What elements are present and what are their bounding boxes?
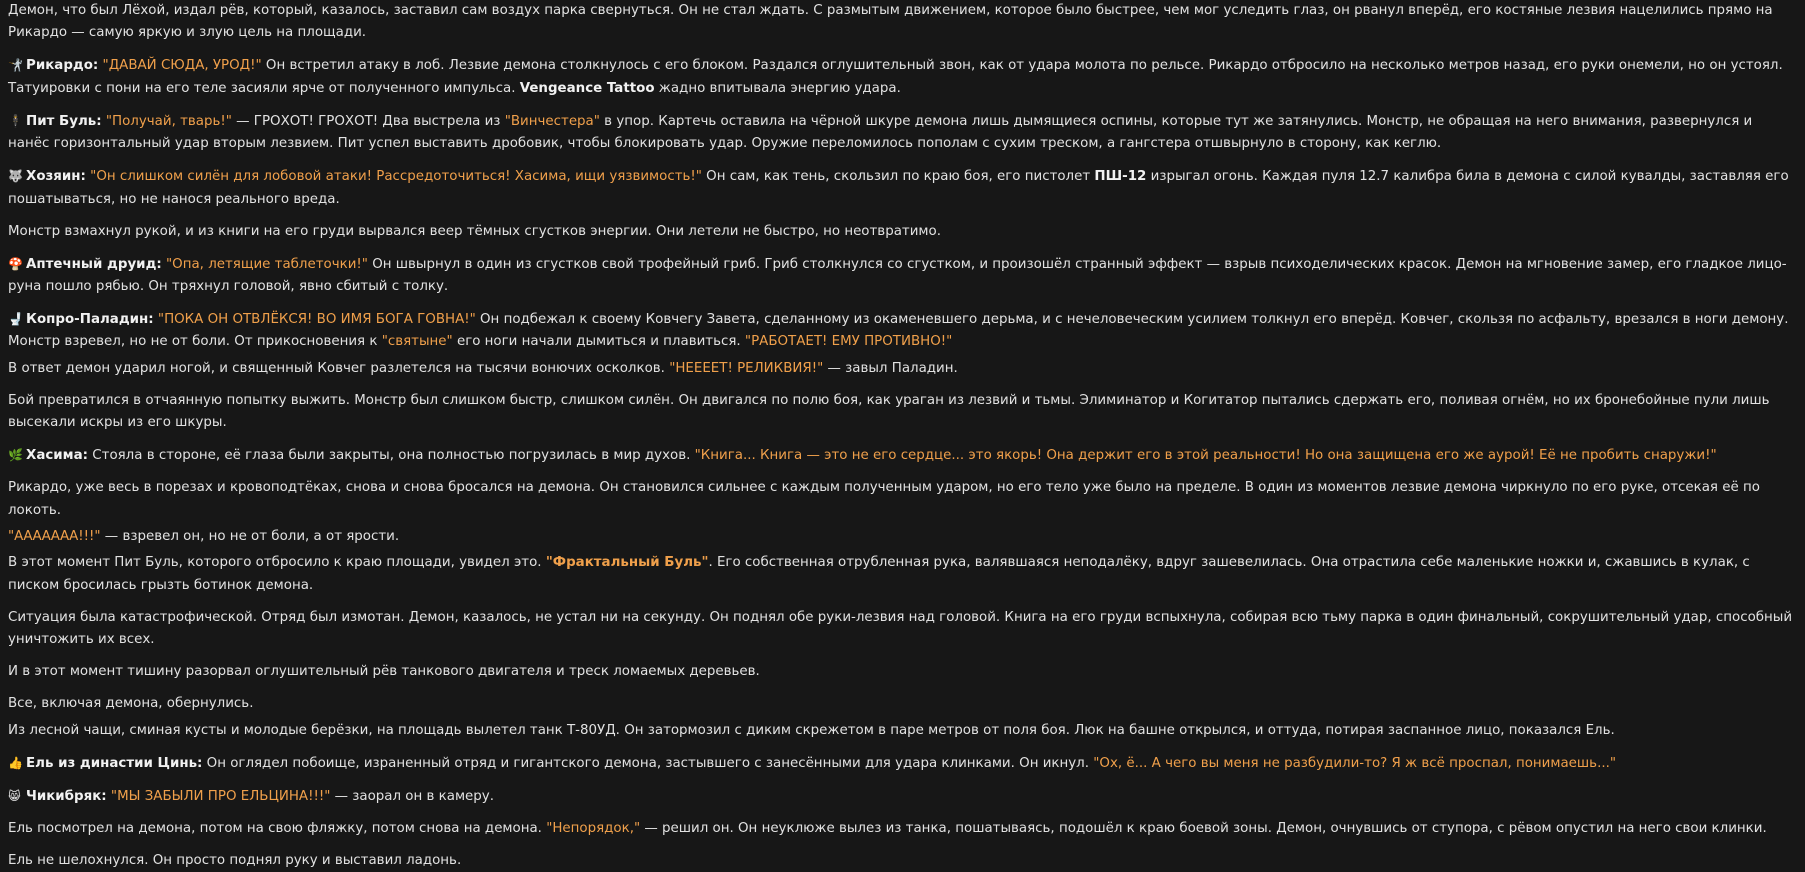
quote: "Винчестера" [504, 113, 600, 129]
bold-term: Vengeance Tattoo [519, 80, 655, 96]
bold-term: ПШ-12 [1094, 169, 1147, 185]
quote: "Опа, летящие таблеточки!" [166, 256, 368, 272]
quote: "Получай, тварь!" [105, 113, 232, 129]
speaker-name: Ель из династии Цинь: [26, 755, 203, 771]
wolf-icon: 🐺 [8, 169, 23, 184]
paragraph: Рикардо, уже весь в порезах и кровоподтёках, снова и снова бросался на демона. Он становился сильнее с каждым полученным ударом, но его тело уже было на пределе. В один из моментов лезвие демона чиркнуло по его руке, отсекая её по локоть. [8, 480, 1760, 518]
paragraph-pit-bull: 🕴 Пит Буль: "Получай, тварь!" — ГРОХОТ! ГРОХОТ! Два выстрела из "Винчестера" в упор. Картечь оставила на чёрной шкуре демона лишь дымящиеся оспины, которые тут же затянулись. Монстр, не обращая на него внимания, развернулся и нанёс горизонтальный удар вторым лезвием. Пит успел выставить дробовик, чтобы блокировать удар. Оружие переломилось пополам с сухим треском, а гангстера отшвырнуло в сторону, как кеглю. [8, 110, 1797, 156]
speaker-name: Рикардо: [26, 58, 99, 74]
paragraph: Все, включая демона, обернулись. [8, 696, 254, 712]
quote: "НЕЕЕЕТ! РЕЛИКВИЯ!" [669, 360, 824, 376]
suited-man-icon: 🕴 [8, 113, 23, 128]
herb-icon: 🌿 [8, 448, 23, 463]
quote: "Ох, ё... А чего вы меня не разбудили-то? Я ж всё проспал, понимаешь..." [1093, 755, 1616, 771]
quote: "Он слишком силён для лобовой атаки! Рассредоточиться! Хасима, ищи уязвимость!" [90, 169, 702, 185]
paragraph: В этот момент Пит Буль, которого отбросило к краю площади, увидел это. "Фрактальный Буль". Его собственная отрубленная рука, валявшаяся неподалёку, вдруг зашевелилась. Она отрастила себе маленькие ножки и, сжавшись в кулак, с писком бросилась грызть ботинок демона. [8, 555, 1750, 593]
fencer-icon: 🤺 [8, 58, 23, 73]
thumbs-up-icon: 👍 [8, 755, 23, 770]
paragraph: В ответ демон ударил ногой, и священный Ковчег разлетелся на тысячи вонючих осколков. "НЕЕЕЕТ! РЕЛИКВИЯ!" — завыл Паладин. [8, 360, 958, 376]
cat-face-icon: 😸 [8, 788, 21, 803]
speaker-name: Хасима: [26, 448, 89, 464]
quote: "ААААААА!!!" [8, 529, 101, 545]
paragraph: Ситуация была катастрофической. Отряд был измотан. Демон, казалось, не устал ни на секунду. Он поднял обе руки-лезвия над головой. Книга на его груди вспыхнула, собирая всю тьму парка в один финальный, сокрушительный удар, способный уничтожить их всех. [8, 609, 1793, 648]
paragraph: Демон, что был Лёхой, издал рёв, который, казалось, заставил сам воздух парка свернуться. Он не стал ждать. С размытым движением, которое было быстрее, чем мог уследить глаз, он рванул вперёд, его костяные лезвия нацелились прямо на Рикардо — самую яркую и злую цель на площади. [8, 3, 1773, 41]
paragraph: Ель не шелохнулся. Он просто поднял руку и выставил ладонь. [8, 852, 462, 868]
quote: "святыне" [381, 334, 453, 350]
paragraph-ricardo: 🤺 Рикардо: "ДАВАЙ СЮДА, УРОД!" Он встретил атаку в лоб. Лезвие демона столкнулось с его блоком. Раздался оглушительный звон, как от удара молота по рельсе. Рикардо отбросило на несколько метров назад, его руки онемели, но он устоял. Татуировки с пони на его теле засияли ярче от полученного импульса. Vengeance Tattoo жадно впитывала энергию удара. [8, 54, 1797, 100]
speaker-name: Хозяин: [26, 169, 86, 185]
quote: "МЫ ЗАБЫЛИ ПРО ЕЛЬЦИНА!!!" [110, 788, 331, 804]
paragraph-chikibryak: 😸 Чикибряк: "МЫ ЗАБЫЛИ ПРО ЕЛЬЦИНА!!!" — заорал он в камеру. [8, 785, 1797, 808]
speaker-name: Чикибряк: [26, 788, 107, 804]
speaker-name: Аптечный друид: [26, 256, 162, 272]
paragraph-yel: 👍 Ель из династии Цинь: Он оглядел побоище, израненный отряд и гигантского демона, застывшего с занесёнными для удара клинками. Он икнул. "Ох, ё... А чего вы меня не разбудили-то? Я ж всё проспал, понимаешь..." [8, 752, 1797, 775]
quote: "Непорядок," [546, 820, 641, 836]
paragraph-druid: 🍄 Аптечный друид: "Опа, летящие таблеточки!" Он швырнул в один из сгустков свой трофейный гриб. Гриб столкнулся со сгустком, и произошёл странный эффект — взрыв психоделических красок. Демон на мгновение замер, его гладкое лицо-руна пошло рябью. Он тряхнул головой, явно сбитый с толку. [8, 253, 1797, 299]
speaker-name: Копро-Паладин: [26, 312, 154, 328]
paragraph-paladin: 🚽 Копро-Паладин: "ПОКА ОН ОТВЛЁКСЯ! ВО ИМЯ БОГА ГОВНА!" Он подбежал к своему Ковчегу Завета, сделанному из окаменевшего дерьма, и с нечеловеческим усилием толкнул его вперёд. Ковчег, скользя по асфальту, врезался в ноги демону. Монстр взревел, но не от боли. От прикосновения к "святыне" его ноги начали дымиться и плавиться. "РАБОТАЕТ! ЕМУ ПРОТИВНО!" [8, 308, 1797, 354]
paragraph: И в этот момент тишину разорвал оглушительный рёв танкового двигателя и треск ломаемых деревьев. [8, 664, 760, 680]
paragraph: Ель посмотрел на демона, потом на свою фляжку, потом снова на демона. "Непорядок," — решил он. Он неуклюже вылез из танка, пошатываясь, подошёл к краю боевой зоны. Демон, очнувшись от ступора, с рёвом опустил на него свои клинки. [8, 820, 1767, 836]
mushroom-icon: 🍄 [8, 256, 23, 271]
quote: "ПОКА ОН ОТВЛЁКСЯ! ВО ИМЯ БОГА ГОВНА!" [157, 312, 476, 328]
paragraph-hasima: 🌿 Хасима: Стояла в стороне, её глаза были закрыты, она полностью погрузилась в мир духов. "Книга... Книга — это не его сердце... это якорь! Она держит его в этой реальности! Но она защищена его же аурой! Её не пробить снаружи!" [8, 444, 1797, 467]
toilet-icon: 🚽 [8, 312, 23, 327]
paragraph: Монстр взмахнул рукой, и из книги на его груди вырвался веер тёмных сгустков энергии. Они летели не быстро, но неотвратимо. [8, 223, 941, 239]
paragraph: Из лесной чащи, сминая кусты и молодые берёзки, на площадь вылетел танк Т-80УД. Он затормозил с диким скрежетом в паре метров от поля боя. Люк на башне открылся, и оттуда, потирая заспанное лицо, показался Ель. [8, 722, 1615, 738]
quote: "Фрактальный Буль" [545, 555, 709, 571]
paragraph: Бой превратился в отчаянную попытку выжить. Монстр был слишком быстр, слишком силён. Он двигался по полю боя, как ураган из лезвий и тьмы. Элиминатор и Когитатор пытались сдержать его, поливая огнём, но их бронебойные пули лишь высекали искры из его шкуры. [8, 392, 1770, 431]
paragraph-host: 🐺 Хозяин: "Он слишком силён для лобовой атаки! Рассредоточиться! Хасима, ищи уязвимость!" Он сам, как тень, скользил по краю боя, его пистолет ПШ-12 изрыгал огонь. Каждая пуля 12.7 калибра била в демона с силой кувалды, заставляя его пошатываться, но не нанося реального вреда. [8, 165, 1797, 211]
paragraph: "ААААААА!!!" — взревел он, но не от боли, а от ярости. [8, 529, 400, 545]
quote: "ДАВАЙ СЮДА, УРОД!" [102, 58, 262, 74]
quote: "Книга... Книга — это не его сердце... это якорь! Она держит его в этой реальности! Но она защищена его же аурой! Её не пробить снаружи!" [694, 448, 1717, 464]
speaker-name: Пит Буль: [26, 113, 102, 129]
quote: "РАБОТАЕТ! ЕМУ ПРОТИВНО!" [744, 334, 953, 350]
